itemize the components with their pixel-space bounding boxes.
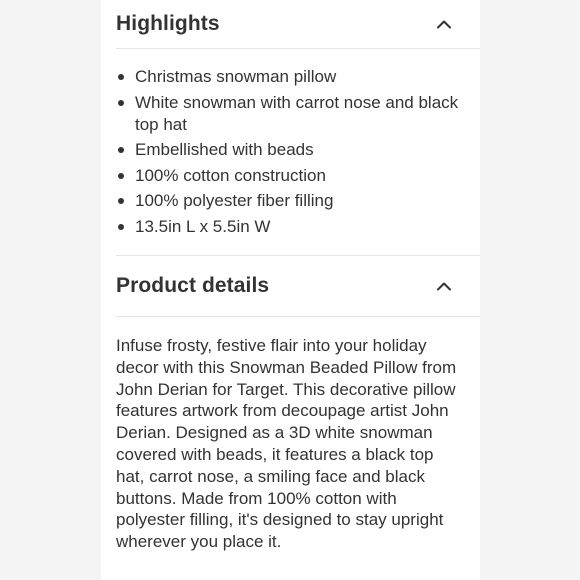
chevron-up-icon[interactable] bbox=[433, 275, 455, 297]
list-item: 13.5in L x 5.5in W bbox=[135, 216, 465, 238]
chevron-up-icon[interactable] bbox=[433, 13, 455, 35]
list-item: 100% cotton construction bbox=[135, 165, 465, 187]
highlights-title: Highlights bbox=[116, 12, 220, 35]
product-info-panel bbox=[101, 0, 480, 580]
product-details-title: Product details bbox=[116, 274, 270, 297]
list-item: Christmas snowman pillow bbox=[135, 66, 465, 88]
product-details-header[interactable] bbox=[101, 256, 480, 316]
list-item: White snowman with carrot nose and black top hat bbox=[135, 92, 465, 136]
highlights-header[interactable] bbox=[101, 0, 480, 48]
list-item: 100% polyester fiber filling bbox=[135, 190, 465, 212]
product-description: Infuse frosty, festive flair into your holiday decor with this Snowman Beaded Pillow from John Derian for Target. This decorative pillow features artwork from decoupage artist John Derian. Designed as a 3D white snowman covered with beads, it features a black top hat, carrot nose, a smiling face and black buttons. Made from 100% cotton with polyester filling, it's designed to stay upright wherever you place it. bbox=[116, 336, 457, 552]
highlights-list bbox=[101, 49, 480, 255]
list-item: Embellished with beads bbox=[135, 139, 465, 161]
